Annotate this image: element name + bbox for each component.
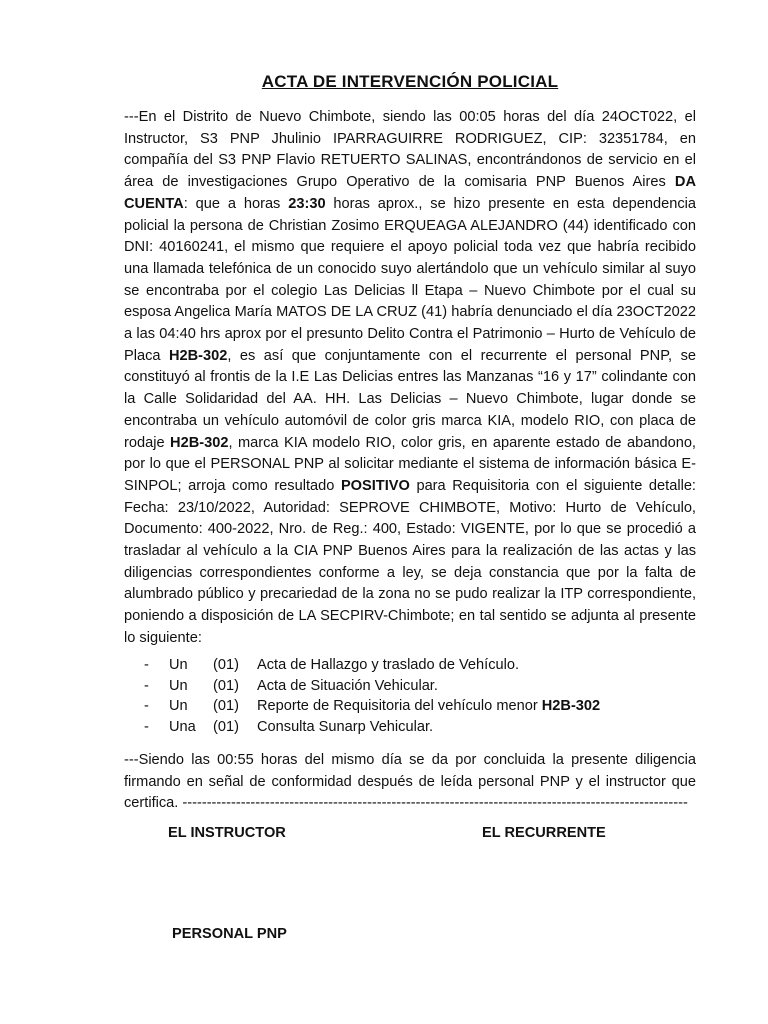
attachments-list [144, 655, 704, 737]
list-item-text: Acta de Hallazgo y traslado de Vehículo. [257, 657, 520, 673]
list-item-number: (01) [213, 718, 239, 735]
paragraph-segment-bold: 23:30 [288, 195, 326, 212]
signature-instructor: EL INSTRUCTOR [168, 825, 286, 841]
list-item-number: (01) [213, 677, 239, 694]
list-item-number: (01) [213, 657, 239, 673]
closing-text: ---Siendo las 00:55 horas del mismo día se da por concluida la presente diligencia firmando en señal de conformidad después de leída personal PNP y el instructor que certifica. [124, 752, 696, 812]
paragraph-segment: para Requisitoria con el siguiente detalle: Fecha: 23/10/2022, Autoridad: SEPROVE CHIMBOTE, Motivo: Hurto de Vehículo, Documento: 400-2022, Nro. de Reg.: 400, Estado: VIGENTE, por lo que se procedió a trasladar al vehículo a la CIA PNP Buenos Aires para la realización de las actas y las diligencias correspondientes conforme a ley, se deja constancia que por la falta de alumbrado público y precariedad de la zona no se pudo realizar la ITP correspondiente, poniendo a disposición de LA SECPIRV-Chimbote; en tal sentido se adjunta al presente lo siguiente: [124, 477, 696, 646]
paragraph-segment: : que a horas [183, 195, 289, 212]
closing-paragraph [124, 750, 696, 815]
list-item-number: (01) [213, 698, 239, 714]
paragraph-segment: ---En el Distrito de Nuevo Chimbote, siendo las 00:05 horas del día 24OCT022, el Instructor, S3 PNP Jhulinio IPARRAGUIRRE RODRIGUEZ, CIP: 32351784, en compañía del S3 PNP Flavio RETUERTO SALINAS, encontrándonos de servicio en el área de investigaciones Grupo Operativo de la comisaria PNP Buenos Aires [124, 109, 696, 191]
list-item-text: Acta de Situación Vehicular. [257, 677, 438, 694]
list-item-quantity: Un [169, 657, 188, 673]
list-bullet: - [144, 677, 149, 694]
list-item-quantity: Una [169, 718, 196, 735]
signature-personal-pnp: PERSONAL PNP [172, 926, 287, 942]
list-item-quantity: Un [169, 698, 188, 714]
list-item-description [257, 717, 704, 738]
list-bullet: - [144, 698, 149, 714]
paragraph-segment: horas aprox., se hizo presente en esta dependencia policial la persona de Christian Zosimo ERQUEAGA ALEJANDRO (44) identificado con DNI: 40160241, el mismo que requiere el apoyo policial toda vez que habría recibido una llamada telefónica de un conocido suyo alertándolo que un vehículo similar al suyo se encontraba por el colegio Las Delicias ll Etapa – Nuevo Chimbote por el cual su esposa Angelica María MATOS DE LA CRUZ (41) habría denunciado el día 23OCT2022 a las 04:40 hrs aprox por el presunto Delito Contra el Patrimonio – Hurto de Vehículo de Placa [124, 195, 696, 364]
list-item [144, 655, 704, 676]
paragraph-segment-bold: POSITIVO [340, 477, 410, 494]
list-item-text: Reporte de Requisitoria del vehículo menor [257, 698, 542, 714]
paragraph-segment-bold: H2B-302 [168, 347, 228, 364]
list-item-text-bold: H2B-302 [541, 698, 601, 714]
list-bullet: - [144, 657, 149, 673]
list-item-description [257, 676, 704, 697]
list-item-text: Consulta Sunarp Vehicular. [257, 718, 434, 735]
list-item-quantity: Un [169, 677, 188, 694]
closing-dashes: -------------------------------------------------------------------------------------------------------- [182, 795, 688, 812]
paragraph-segment-bold: DA CUENTA [124, 174, 696, 212]
list-item [144, 717, 704, 738]
list-bullet: - [144, 718, 149, 735]
list-item-description [257, 655, 704, 676]
paragraph-segment: , es así que conjuntamente con el recurrente el personal PNP, se constituyó al frontis de la I.E Las Delicias entres las Manzanas “16 y 17” colindante con la Calle Solidaridad del AA. HH. Las Delicias – Nuevo Chimbote, lugar donde se encontraba un vehículo automóvil de color gris marca KIA, modelo RIO, con placa de rodaje [124, 347, 696, 451]
paragraph-segment: , marca KIA modelo RIO, color gris, en aparente estado de abandono, por lo que el PERSONAL PNP al solicitar mediante el sistema de información básica E-SINPOL; arroja como resultado [124, 434, 696, 494]
signature-recurrente: EL RECURRENTE [482, 825, 606, 841]
paragraph-segment-bold: H2B-302 [170, 434, 229, 451]
list-item [144, 676, 704, 697]
list-item-description [257, 696, 704, 717]
document-title: ACTA DE INTERVENCIÓN POLICIAL [261, 72, 559, 91]
list-item [144, 696, 704, 717]
main-paragraph [124, 107, 696, 650]
